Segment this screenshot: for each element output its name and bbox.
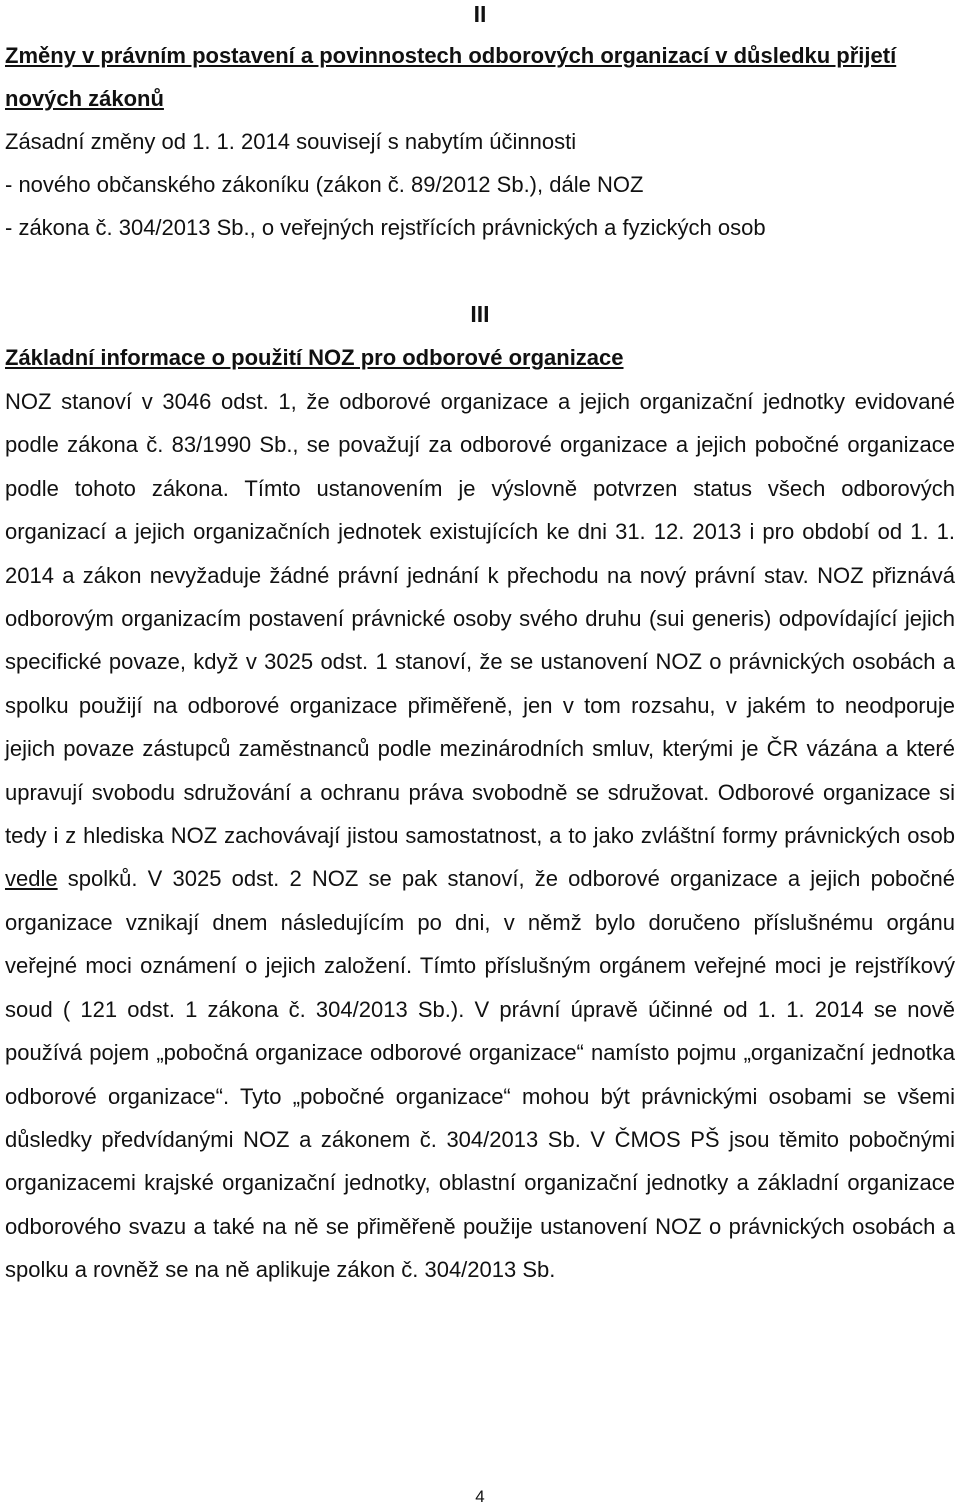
section-2-numeral: II bbox=[473, 1, 487, 27]
paragraph-text-part-1: NOZ stanoví v 3046 odst. 1, že odborové organizace a jejich organizační jednotky evidované podle zákona č. 83/1990 Sb., se považují za odborové organizace a jejich pobočné organizace podle tohoto zákona. Tímto ustanovením je výslovně potvrzen status všech odborových organizací a jejich organizačních jednotek existujících ke dni 31. 12. 2013 i pro období od 1. 1. 2014 a zákon nevyžaduje žádné právní jednání k přechodu na nový právní stav. NOZ přiznává odborovým organizacím postavení právnické osoby svého druhu (sui generis) odpovídající jejich specifické povaze, když v 3025 odst. 1 stanoví, že se ustanovení NOZ o právnických osobách a spolku použijí na odborové organizace přiměřeně, jen v tom rozsahu, v jakém to neodporuje jejich povaze zástupců zaměstnanců podle mezinárodních smluv, kterými je ČR vázána a které upravují svobodu sdružování a ochranu práva svobodně se sdružovat. Odborové organizace si tedy i z hlediska NOZ zachovávají jistou samostatnost, a to jako zvláštní formy právnických osob bbox=[5, 389, 955, 849]
intro-line-1: Zásadní změny od 1. 1. 2014 souvisejí s nabytím účinnosti bbox=[5, 129, 577, 154]
section-3-paragraph bbox=[5, 380, 955, 1292]
underlined-word: vedle bbox=[5, 866, 58, 892]
paragraph-text-part-2: spolků. V 3025 odst. 2 NOZ se pak stanoví, že odborové organizace a jejich pobočné organizace vznikají dnem následujícím po dni, v němž bylo doručeno příslušnému orgánu veřejné moci oznámení o jejich založení. Tímto příslušným orgánem veřejné moci je rejstříkový soud ( 121 odst. 1 zákona č. 304/2013 Sb.). V právní úpravě účinné od 1. 1. 2014 se nově používá pojem „pobočná organizace odborové organizace“ namísto pojmu „organizační jednotka odborové organizace“. Tyto „pobočné organizace“ mohou být právnickými osobami se všemi důsledky předvídanými NOZ a zákonem č. 304/2013 Sb. V ČMOS PŠ jsou těmito pobočnými organizacemi krajské organizační jednotky, oblastní organizační jednotky a základní organizace odborového svazu a také na ně se přiměřeně použije ustanovení NOZ o právnických osobách a spolku a rovněž se na ně aplikuje zákon č. 304/2013 Sb. bbox=[5, 866, 955, 1283]
section-3-numeral: III bbox=[470, 301, 490, 327]
intro-line-2: - nového občanského zákoníku (zákon č. 89/2012 Sb.), dále NOZ bbox=[5, 172, 644, 197]
section-2-heading: Změny v právním postavení a povinnostech odborových organizací v důsledku přijetí nových zákonů bbox=[5, 43, 897, 111]
page-number: 4 bbox=[475, 1487, 485, 1506]
intro-line-3: - zákona č. 304/2013 Sb., o veřejných rejstřících právnických a fyzických osob bbox=[5, 215, 766, 240]
section-3-heading: Základní informace o použití NOZ pro odborové organizace bbox=[5, 345, 624, 370]
